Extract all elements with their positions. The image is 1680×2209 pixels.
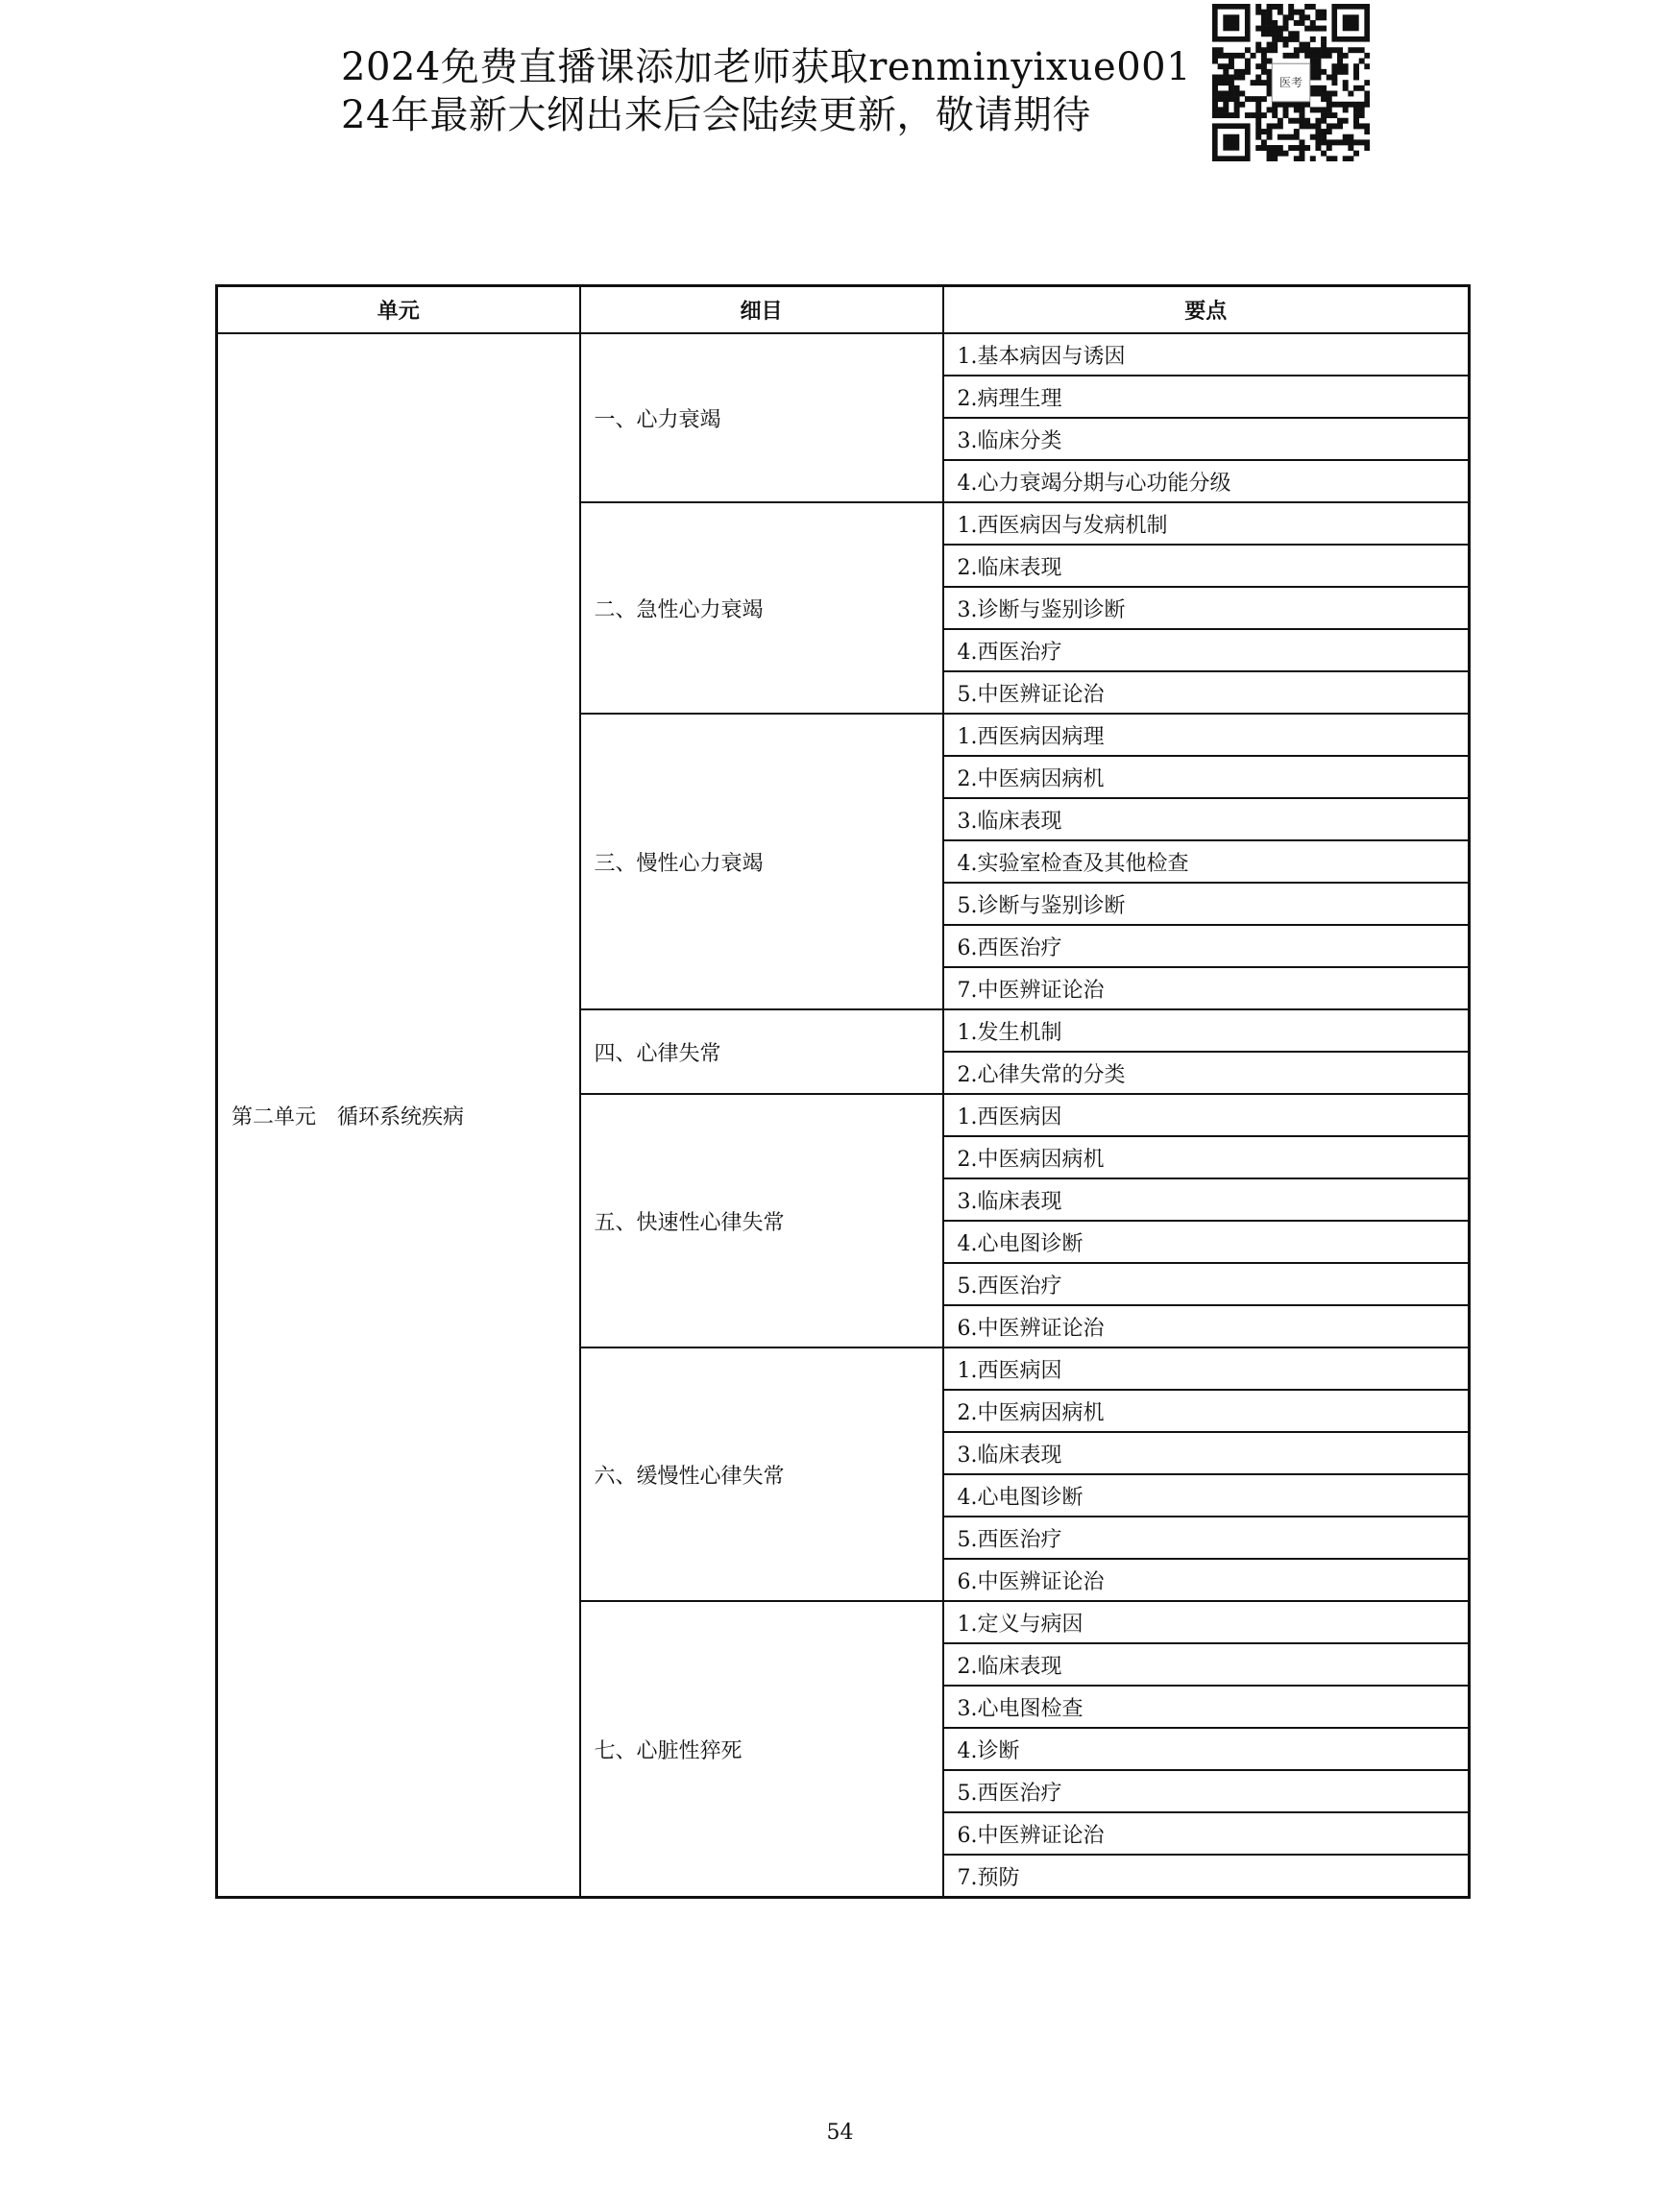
promo-banner xyxy=(341,43,1205,139)
point-cell: 3.心电图检查 xyxy=(943,1686,1470,1728)
table-row xyxy=(217,333,1470,376)
point-cell: 3.临床表现 xyxy=(943,1432,1470,1474)
point-cell: 5.诊断与鉴别诊断 xyxy=(943,883,1470,925)
point-cell: 1.发生机制 xyxy=(943,1009,1470,1052)
item-cell: 六、缓慢性心律失常 xyxy=(580,1347,943,1601)
point-cell: 2.中医病因病机 xyxy=(943,1136,1470,1178)
point-cell: 4.心力衰竭分期与心功能分级 xyxy=(943,460,1470,502)
point-cell: 2.临床表现 xyxy=(943,545,1470,587)
point-cell: 6.中医辨证论治 xyxy=(943,1305,1470,1347)
point-cell: 1.西医病因与发病机制 xyxy=(943,502,1470,545)
promo-line-1: 2024免费直播课添加老师获取renminyixue001 xyxy=(341,45,1192,89)
header-item: 细目 xyxy=(580,286,943,334)
point-cell: 5.西医治疗 xyxy=(943,1770,1470,1812)
point-cell: 4.西医治疗 xyxy=(943,629,1470,671)
point-cell: 7.预防 xyxy=(943,1855,1470,1898)
point-cell: 5.中医辨证论治 xyxy=(943,671,1470,714)
page-number: 54 xyxy=(826,2121,854,2145)
point-cell: 1.西医病因 xyxy=(943,1347,1470,1390)
point-cell: 4.心电图诊断 xyxy=(943,1474,1470,1517)
point-cell: 4.心电图诊断 xyxy=(943,1221,1470,1263)
point-cell: 1.西医病因 xyxy=(943,1094,1470,1136)
point-cell: 2.心律失常的分类 xyxy=(943,1052,1470,1094)
item-cell: 三、慢性心力衰竭 xyxy=(580,714,943,1009)
table-body xyxy=(217,333,1470,1898)
point-cell: 6.中医辨证论治 xyxy=(943,1559,1470,1601)
point-cell: 2.病理生理 xyxy=(943,376,1470,418)
point-cell: 4.诊断 xyxy=(943,1728,1470,1770)
point-cell: 3.临床表现 xyxy=(943,798,1470,840)
point-cell: 3.诊断与鉴别诊断 xyxy=(943,587,1470,629)
point-cell: 5.西医治疗 xyxy=(943,1517,1470,1559)
point-cell: 1.基本病因与诱因 xyxy=(943,333,1470,376)
item-cell: 一、心力衰竭 xyxy=(580,333,943,502)
item-cell: 五、快速性心律失常 xyxy=(580,1094,943,1347)
point-cell: 3.临床分类 xyxy=(943,418,1470,460)
item-cell: 七、心脏性猝死 xyxy=(580,1601,943,1898)
header-unit: 单元 xyxy=(217,286,580,334)
point-cell: 7.中医辨证论治 xyxy=(943,967,1470,1009)
point-cell: 5.西医治疗 xyxy=(943,1263,1470,1305)
item-cell: 二、急性心力衰竭 xyxy=(580,502,943,714)
point-cell: 4.实验室检查及其他检查 xyxy=(943,840,1470,883)
item-cell: 四、心律失常 xyxy=(580,1009,943,1094)
table-header-row xyxy=(217,286,1470,334)
syllabus-table xyxy=(215,284,1471,1899)
unit-cell: 第二单元 循环系统疾病 xyxy=(217,333,580,1898)
point-cell: 1.定义与病因 xyxy=(943,1601,1470,1643)
point-cell: 3.临床表现 xyxy=(943,1178,1470,1221)
point-cell: 2.中医病因病机 xyxy=(943,756,1470,798)
header-points: 要点 xyxy=(943,286,1470,334)
qr-logo-text: 医考 xyxy=(1278,75,1303,89)
point-cell: 1.西医病因病理 xyxy=(943,714,1470,756)
point-cell: 2.中医病因病机 xyxy=(943,1390,1470,1432)
promo-line-2: 24年最新大纲出来后会陆续更新，敬请期待 xyxy=(341,93,1091,137)
point-cell: 2.临床表现 xyxy=(943,1643,1470,1686)
point-cell: 6.中医辨证论治 xyxy=(943,1812,1470,1855)
point-cell: 6.西医治疗 xyxy=(943,925,1470,967)
qr-code-icon xyxy=(1212,4,1370,161)
